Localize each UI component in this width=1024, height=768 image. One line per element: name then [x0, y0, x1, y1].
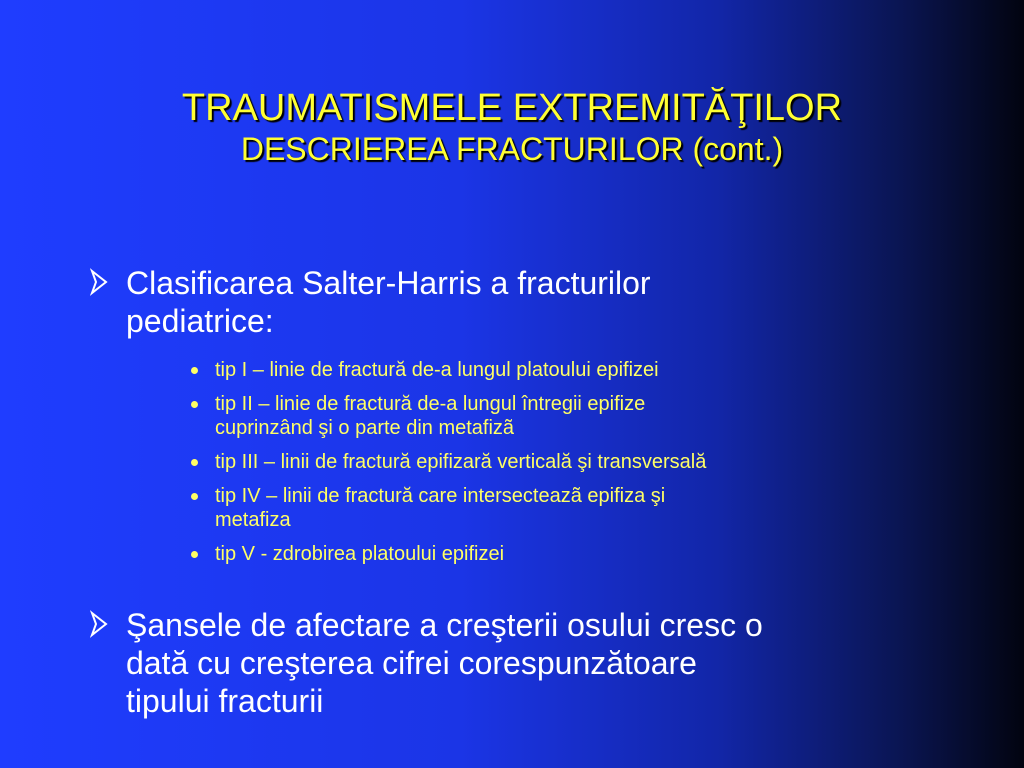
title-main: TRAUMATISMELE EXTREMITĂŢILOR [181, 87, 843, 129]
sub-item-tip-1 [189, 358, 706, 382]
bullet-text-line1: Şansele de afectare a creşterii osului cresc o [126, 607, 763, 643]
bullet-text-line3: tipului fracturii [126, 683, 324, 719]
sub-item-text: tip III – linii de fractură epifizară verticală şi transversală [215, 451, 707, 473]
title-subtitle: DESCRIEREA FRACTURILOR (cont.) [240, 131, 784, 167]
bullet-dot-icon [191, 551, 198, 558]
arrow-bullet-icon [90, 610, 110, 638]
bullet-dot-icon [191, 459, 198, 466]
sub-item-tip-4 [189, 484, 706, 532]
sub-item-text: tip II – linie de fractură de-a lungul întregii epifize [215, 393, 646, 415]
salter-harris-sub-list [189, 358, 706, 566]
sub-item-tip-3 [189, 450, 706, 474]
sub-item-text: tip IV – linii de fractură care intersecteazã epifiza şi [215, 485, 666, 507]
sub-item-text: tip V - zdrobirea platoului epifizei [215, 543, 505, 565]
bullet-salter-harris [90, 264, 651, 340]
bullet-text-line2: dată cu creşterea cifrei corespunzătoare [126, 645, 697, 681]
bullet-dot-icon [191, 401, 198, 408]
sub-item-text-cont: cuprinzând şi o parte din metafizã [215, 417, 515, 439]
slide-title [0, 86, 1024, 168]
bullet-text-line2: pediatrice: [126, 303, 274, 339]
sub-item-text: tip I – linie de fractură de-a lungul platoului epifizei [215, 359, 659, 381]
sub-item-tip-5 [189, 542, 706, 566]
sub-item-text-cont: metafiza [215, 509, 291, 531]
bullet-growth-risk [90, 606, 763, 720]
bullet-dot-icon [191, 493, 198, 500]
bullet-text-line1: Clasificarea Salter-Harris a fracturilor [126, 265, 651, 301]
bullet-dot-icon [191, 367, 198, 374]
arrow-bullet-icon [90, 268, 110, 296]
sub-item-tip-2 [189, 392, 706, 440]
